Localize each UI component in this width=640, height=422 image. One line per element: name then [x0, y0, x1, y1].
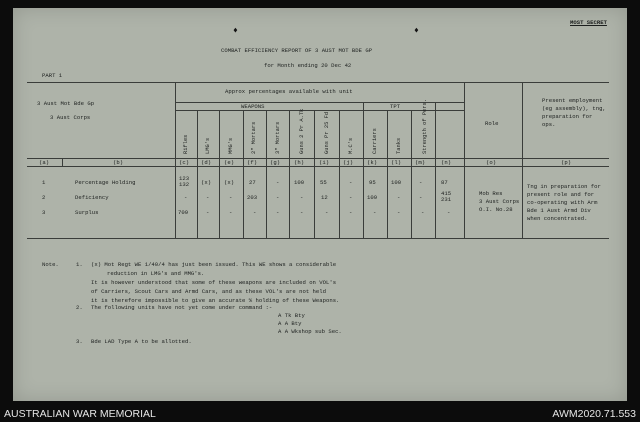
cell-fd-guns: -: [325, 209, 329, 216]
col-header-strength: Strength of Pers.: [422, 99, 428, 154]
percentages-header: Approx percentages available with unit: [225, 88, 353, 95]
cell-motorcycles: 109: [367, 194, 378, 201]
cell-fd-guns: 12: [321, 194, 328, 201]
document-page: [13, 8, 627, 401]
col-letter-l: (l): [391, 159, 402, 166]
cell-rifles: 709: [178, 209, 189, 216]
note-1-line-1: (x) Mot Regt WE 1/40/4 has just been issued. This WE shows a considerable: [91, 261, 337, 268]
note-1-line-4: of Carriers, Scout Cars and Armd Cars, and as these VOL's are not held: [91, 288, 326, 295]
note-number-2: 2.: [76, 304, 83, 311]
role-line-2: 3 Aust Corps: [479, 198, 520, 205]
col-header-3in-mortars: 3" Mortars: [275, 121, 281, 154]
cell-mcs: -: [349, 194, 353, 201]
row-label: Deficiency: [75, 194, 109, 201]
col-divider-i: [314, 110, 315, 238]
col-divider-k: [363, 102, 364, 238]
cell-2in-mortars: -: [253, 209, 257, 216]
cell-mmgs: -: [229, 194, 233, 201]
part-label: PART 1: [42, 72, 63, 79]
col-letter-g: (g): [270, 159, 281, 166]
note-2-line-2: A Tk Bty: [278, 312, 305, 319]
cell-tanks: -: [421, 209, 425, 216]
table-bottom-rule: [27, 238, 609, 239]
cell-strength: 87: [441, 179, 448, 186]
cell-lmgs: -: [206, 194, 210, 201]
col-header-2in-mortars: 2" Mortars: [251, 121, 257, 154]
col-letter-o: (o): [486, 159, 497, 166]
col-divider-p: [522, 82, 523, 238]
col-divider-b: [62, 158, 63, 166]
cell-strength: -: [447, 209, 451, 216]
cell-carriers: -: [397, 194, 401, 201]
cell-mmgs: (x): [224, 179, 235, 186]
tpt-header: TPT: [390, 103, 401, 110]
cell-fd-guns: 55: [320, 179, 327, 186]
col-letter-k: (k): [367, 159, 378, 166]
present-line-1: Tng in preparation for: [527, 183, 601, 190]
cell-atk-guns: 100: [294, 179, 305, 186]
cell-motorcycles: -: [373, 209, 377, 216]
present-header-1: Present employment: [542, 97, 603, 104]
role-header: Role: [485, 120, 499, 127]
cell-3in-mortars: -: [276, 209, 280, 216]
col-letter-i: (i): [319, 159, 330, 166]
note-1-line-3: It is however understood that some of these weapons are included on VOL's: [91, 279, 337, 286]
col-header-fd-guns: Guns Pr 25 Fd: [324, 111, 330, 154]
col-letter-c: (c): [179, 159, 190, 166]
cell-mcs: -: [349, 179, 353, 186]
ink-mark-right: ♦: [414, 26, 419, 35]
col-divider-n: [435, 102, 436, 238]
cell-3in-mortars: -: [276, 179, 280, 186]
col-letter-j: (j): [343, 159, 354, 166]
col-letter-p: (p): [561, 159, 572, 166]
col-divider-f: [243, 110, 244, 238]
corps-name: 3 Aust Corps: [50, 114, 91, 121]
col-letter-h: (h): [294, 159, 305, 166]
cell-mcs: -: [349, 209, 353, 216]
sub-header-rule: [175, 102, 464, 103]
col-letter-d: (d): [201, 159, 212, 166]
role-line-1: Mob Res: [479, 190, 503, 197]
row-label: Percentage Holding: [75, 179, 136, 186]
note-2-line-3: A A Bty: [278, 320, 302, 327]
col-letter-n: (n): [441, 159, 452, 166]
col-divider-d: [197, 110, 198, 238]
cell-lmgs: -: [206, 209, 210, 216]
notes-label: Note.: [42, 261, 59, 268]
note-3-line-1: Bde LAD Type A to be allotted.: [91, 338, 192, 345]
role-line-3: O.I. No.28: [479, 206, 513, 213]
cell-rifles: -: [184, 194, 188, 201]
col-letter-f: (f): [247, 159, 258, 166]
col-header-rifles: Rifles: [183, 134, 189, 154]
col-divider-g: [266, 110, 267, 238]
col-divider-e: [219, 110, 220, 238]
col-divider-l: [387, 110, 388, 238]
weapons-header: WEAPONS: [241, 103, 265, 110]
col-divider-h: [289, 110, 290, 238]
present-line-5: when concentrated.: [527, 215, 588, 222]
cell-3in-mortars: -: [276, 194, 280, 201]
catalogue-number: AWM2020.71.553: [552, 408, 636, 420]
note-number-1: 1.: [76, 261, 83, 268]
col-header-tanks: Tanks: [396, 137, 402, 154]
col-letter-b: (b): [113, 159, 124, 166]
cell-rifles: 123 132: [179, 175, 190, 188]
col-header-atk-guns: Guns 2 Pr A.Tk: [299, 108, 305, 154]
ink-mark-left: ♦: [233, 26, 238, 35]
cell-carriers: -: [397, 209, 401, 216]
col-header-lmgs: LMG's: [205, 137, 211, 154]
col-header-carriers: Carriers: [372, 128, 378, 154]
present-header-2: (eg assembly), tng,: [542, 105, 606, 112]
col-divider-j: [339, 110, 340, 238]
row-number: 1: [42, 179, 46, 186]
cell-lmgs: (x): [201, 179, 212, 186]
row-label: Surplus: [75, 209, 99, 216]
col-header-mmgs: MMG's: [228, 137, 234, 154]
report-title: COMBAT EFFICIENCY REPORT OF 3 AUST MOT BDE GP: [221, 47, 373, 54]
present-line-3: co-operating with Arm: [527, 199, 598, 206]
present-header-3: preparation for: [542, 113, 593, 120]
cell-2in-mortars: 27: [249, 179, 256, 186]
cell-motorcycles: 95: [369, 179, 376, 186]
row-number: 3: [42, 209, 46, 216]
cell-tanks: -: [419, 194, 423, 201]
row-number: 2: [42, 194, 46, 201]
present-line-2: present role and for: [527, 191, 595, 198]
cell-atk-guns: -: [300, 209, 304, 216]
archive-credit: AUSTRALIAN WAR MEMORIAL: [4, 408, 156, 420]
col-divider-c: [175, 82, 176, 238]
col-divider-m: [411, 110, 412, 238]
classification-label: MOST SECRET: [570, 19, 607, 26]
present-line-4: Bde 1 Aust Armd Div: [527, 207, 591, 214]
note-2-line-1: The following units have not yet come under command :-: [91, 304, 273, 311]
col-header-mcs: M.C's: [348, 137, 354, 154]
cell-strength: 415 231: [441, 190, 452, 203]
note-1-line-2: reduction in LMG's and MMG's.: [107, 270, 205, 277]
col-divider-o: [464, 82, 465, 238]
col-letter-e: (e): [224, 159, 235, 166]
col-letter-a: (a): [39, 159, 50, 166]
note-1-line-5: it is therefore impossible to give an accurate % holding of these Weapons.: [91, 297, 340, 304]
present-header-4: ops.: [542, 121, 556, 128]
note-2-line-4: A A Wkshop sub Sec.: [278, 328, 342, 335]
report-subtitle: for Month ending 20 Dec 42: [264, 62, 352, 69]
cell-tanks: -: [419, 179, 423, 186]
cell-carriers: 100: [391, 179, 402, 186]
unit-name: 3 Aust Mot Bde Gp: [37, 100, 95, 107]
cell-mmgs: -: [229, 209, 233, 216]
cell-2in-mortars: 203: [247, 194, 258, 201]
note-number-3: 3.: [76, 338, 83, 345]
cell-atk-guns: -: [300, 194, 304, 201]
col-letter-m: (m): [415, 159, 426, 166]
